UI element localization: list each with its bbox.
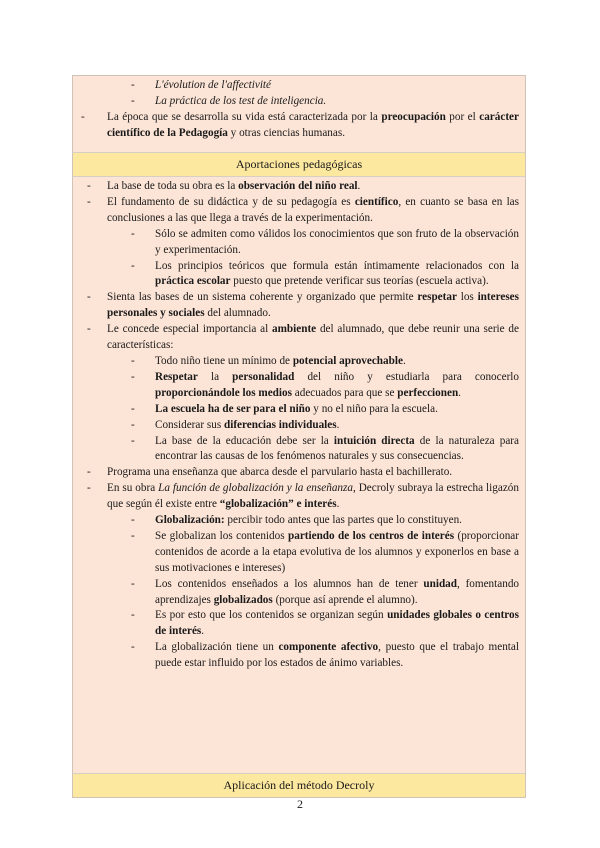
dash-bullet: - xyxy=(131,227,135,240)
aportaciones-cell xyxy=(72,177,526,773)
dash-bullet: - xyxy=(81,110,85,123)
list-item: - El fundamento de su didáctica y de su pedagogía es científico, en cuanto se basa en las conclusiones a las que llega a través de la experimentación. xyxy=(87,195,519,224)
dash-bullet: - xyxy=(131,529,135,542)
dash-bullet: - xyxy=(131,514,135,527)
dash-bullet: - xyxy=(87,466,91,479)
dash-bullet: - xyxy=(131,641,135,654)
book-title: La función de globalización y la enseñanza xyxy=(158,482,353,495)
list-item: - L'évolution de l'affectivité xyxy=(79,78,519,94)
dash-bullet: - xyxy=(131,259,135,272)
dash-bullet: - xyxy=(131,434,135,447)
list-item: - En su obra La función de globalización y la enseñanza, Decroly subraya la estrecha ligazón que según él existe entre “globalización” e interés. xyxy=(87,482,519,511)
list-subitem: - Todo niño tiene un mínimo de potencial aprovechable. xyxy=(79,354,519,370)
list-item: - La época que se desarrolla su vida está caracterizada por la preocupación por el carácter científico de la Pedagogía y otras ciencias humanas. xyxy=(81,110,519,139)
list-subitem: - Sólo se admiten como válidos los conocimientos que son fruto de la observación y experimentación. xyxy=(131,227,519,256)
dash-bullet: - xyxy=(131,609,135,622)
list-subitem: - La globalización tiene un componente afectivo, puesto que el trabajo mental puede estar influido por los estados de ánimo variables. xyxy=(131,641,519,670)
page-number: 2 xyxy=(297,797,303,811)
dash-bullet: - xyxy=(87,180,91,192)
dash-bullet: - xyxy=(131,577,135,590)
list-subitem: - Es por esto que los contenidos se organizan según unidades globales o centros de interés. xyxy=(131,609,520,638)
list-subitem: - Los contenidos enseñados a los alumnos han de tener unidad, fomentando aprendizajes globalizados (porque así aprende el alumno). xyxy=(131,577,520,606)
section-header-aplicacion: Aplicación del método Decroly xyxy=(72,773,526,798)
dash-bullet: - xyxy=(131,402,135,415)
list-subitem: - Considerar sus diferencias individuales. xyxy=(79,418,519,434)
list-item: - Le concede especial importancia al ambiente del alumnado, que debe reunir una serie de características: xyxy=(87,323,519,352)
dash-bullet: - xyxy=(87,323,91,336)
list-item: - Sienta las bases de un sistema coherente y organizado que permite respetar los intereses personales y sociales del alumnado. xyxy=(87,291,519,320)
list-subitem: - Respetar la personalidad del niño y estudiarla para conocerlo proporcionándole los medios adecuados para que se perfeccionen. xyxy=(131,370,519,399)
list-item: - Programa una enseñanza que abarca desde el parvulario hasta el bachillerato. xyxy=(79,465,519,481)
list-subitem: - Globalización: percibir todo antes que las partes que lo constituyen. xyxy=(79,513,519,529)
list-item: - La base de toda su obra es la observación del niño real. xyxy=(79,179,519,195)
section-header-aportaciones: Aportaciones pedagógicas xyxy=(72,152,526,177)
dash-bullet: - xyxy=(87,482,91,495)
dash-bullet: - xyxy=(131,370,135,383)
intro-cell xyxy=(72,75,526,152)
list-subitem: - Los principios teóricos que formula están íntimamente relacionados con la práctica escolar puesto que pretende verificar sus teorías (escuela activa). xyxy=(131,259,519,288)
dash-bullet: - xyxy=(131,418,135,431)
content-table xyxy=(72,75,526,798)
list-subitem: - Se globalizan los contenidos partiendo de los centros de interés (proporcionar contenidos de acorde a la etapa evolutiva de los alumnos y exponerlos en base a sus motivaciones e intereses) xyxy=(131,529,519,574)
list-subitem: - La base de la educación debe ser la intuición directa de la naturaleza para encontrar las causas de los fenómenos naturales y sus consecuencias. xyxy=(131,434,519,463)
dash-bullet: - xyxy=(87,291,91,304)
dash-bullet: - xyxy=(131,79,135,91)
list-item: - La práctica de los test de inteligencia. xyxy=(79,94,519,110)
list-subitem: - La escuela ha de ser para el niño y no el niño para la escuela. xyxy=(79,402,519,418)
dash-bullet: - xyxy=(131,354,135,367)
dash-bullet: - xyxy=(87,195,91,208)
dash-bullet: - xyxy=(131,94,135,107)
